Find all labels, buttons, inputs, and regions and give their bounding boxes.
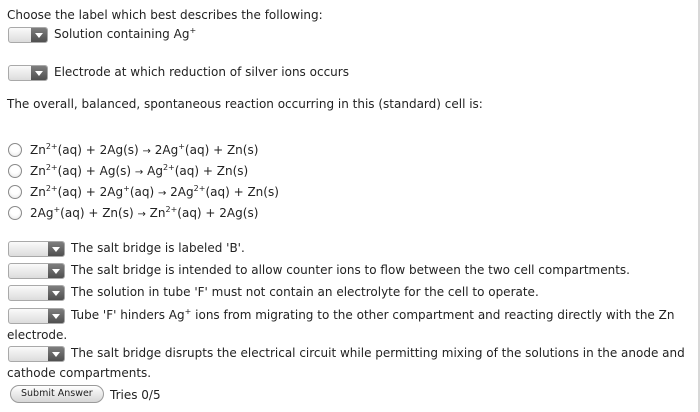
statement-2-dropdown[interactable] bbox=[8, 263, 65, 279]
chevron-down-icon bbox=[31, 28, 47, 42]
reaction-option-2[interactable]: $Zn^{2+}(aq) + Ag(s) \to Ag^{2+}(aq) + Zn(s)$ bbox=[8, 162, 248, 182]
statement-2-text: The salt bridge is intended to allow counter ions to flow between the two cell compartments. bbox=[71, 263, 630, 277]
chevron-down-icon bbox=[48, 347, 64, 361]
radio-button[interactable] bbox=[8, 185, 22, 199]
reaction-arrow-icon: → bbox=[137, 209, 146, 220]
statement-row-4 bbox=[8, 307, 674, 324]
reaction-option-3[interactable]: $Zn^{2+}(aq) + 2Ag^+(aq) \to 2Ag^{2+}(aq) + Zn(s)$ bbox=[8, 183, 279, 203]
statement-row-5 bbox=[8, 345, 685, 362]
item1-dropdown[interactable] bbox=[8, 27, 48, 43]
statement-4-text-c: electrode. bbox=[7, 328, 68, 342]
statement-row-2 bbox=[8, 262, 630, 279]
statement-5-text-b: cathode compartments. bbox=[7, 366, 152, 380]
choose-label-instruction: Choose the label which best describes the following: bbox=[7, 8, 323, 22]
statement-row-1 bbox=[8, 240, 245, 257]
statement-5-text-a: The salt bridge disrupts the electrical circuit while permitting mixing of the solutions in the anode and bbox=[71, 346, 685, 360]
statement-5-dropdown[interactable] bbox=[8, 346, 65, 362]
statement-1-dropdown[interactable] bbox=[8, 241, 65, 257]
item2-dropdown[interactable] bbox=[8, 65, 48, 81]
reaction-arrow-icon: → bbox=[134, 167, 144, 178]
chevron-down-icon bbox=[31, 66, 47, 80]
statement-3-text: The solution in tube 'F' must not contain an electrolyte for the cell to operate. bbox=[71, 285, 539, 299]
item2-row bbox=[8, 64, 349, 81]
reaction-option-4[interactable]: $2Ag^+(aq) + Zn(s) \to Zn^{2+}(aq) + 2Ag(s)$ bbox=[8, 204, 258, 224]
statement-3-dropdown[interactable] bbox=[8, 285, 65, 301]
chevron-down-icon bbox=[48, 264, 64, 278]
radio-button[interactable] bbox=[8, 164, 22, 178]
chevron-down-icon bbox=[48, 286, 64, 300]
item1-superscript: + bbox=[189, 26, 197, 35]
statement-4-text-a: Tube 'F' hinders Ag bbox=[71, 308, 185, 322]
reaction-arrow-icon: → bbox=[142, 146, 151, 157]
item1-text: Solution containing Ag bbox=[54, 27, 190, 41]
tries-counter: Tries 0/5 bbox=[110, 388, 161, 402]
chevron-down-icon bbox=[48, 242, 64, 256]
reaction-option-1[interactable]: $Zn^{2+}(aq) + 2Ag(s) \to 2Ag^+(aq) + Zn(s)$ bbox=[8, 141, 258, 161]
statement-4-text-b: ions from migrating to the other compartment and reacting directly with the Zn bbox=[191, 308, 675, 322]
reaction-question: The overall, balanced, spontaneous reaction occurring in this (standard) cell is: bbox=[7, 97, 483, 111]
statement-row-3 bbox=[8, 284, 539, 301]
submit-answer-button[interactable]: Submit Answer bbox=[10, 385, 104, 403]
radio-button[interactable] bbox=[8, 143, 22, 157]
item2-text: Electrode at which reduction of silver ions occurs bbox=[54, 65, 349, 79]
item1-row bbox=[8, 26, 196, 43]
chevron-down-icon bbox=[48, 309, 64, 323]
reaction-arrow-icon: → bbox=[157, 188, 167, 199]
statement-1-text: The salt bridge is labeled 'B'. bbox=[71, 241, 245, 255]
statement-4-superscript: + bbox=[184, 307, 192, 316]
radio-button[interactable] bbox=[8, 206, 22, 220]
statement-4-dropdown[interactable] bbox=[8, 308, 65, 324]
